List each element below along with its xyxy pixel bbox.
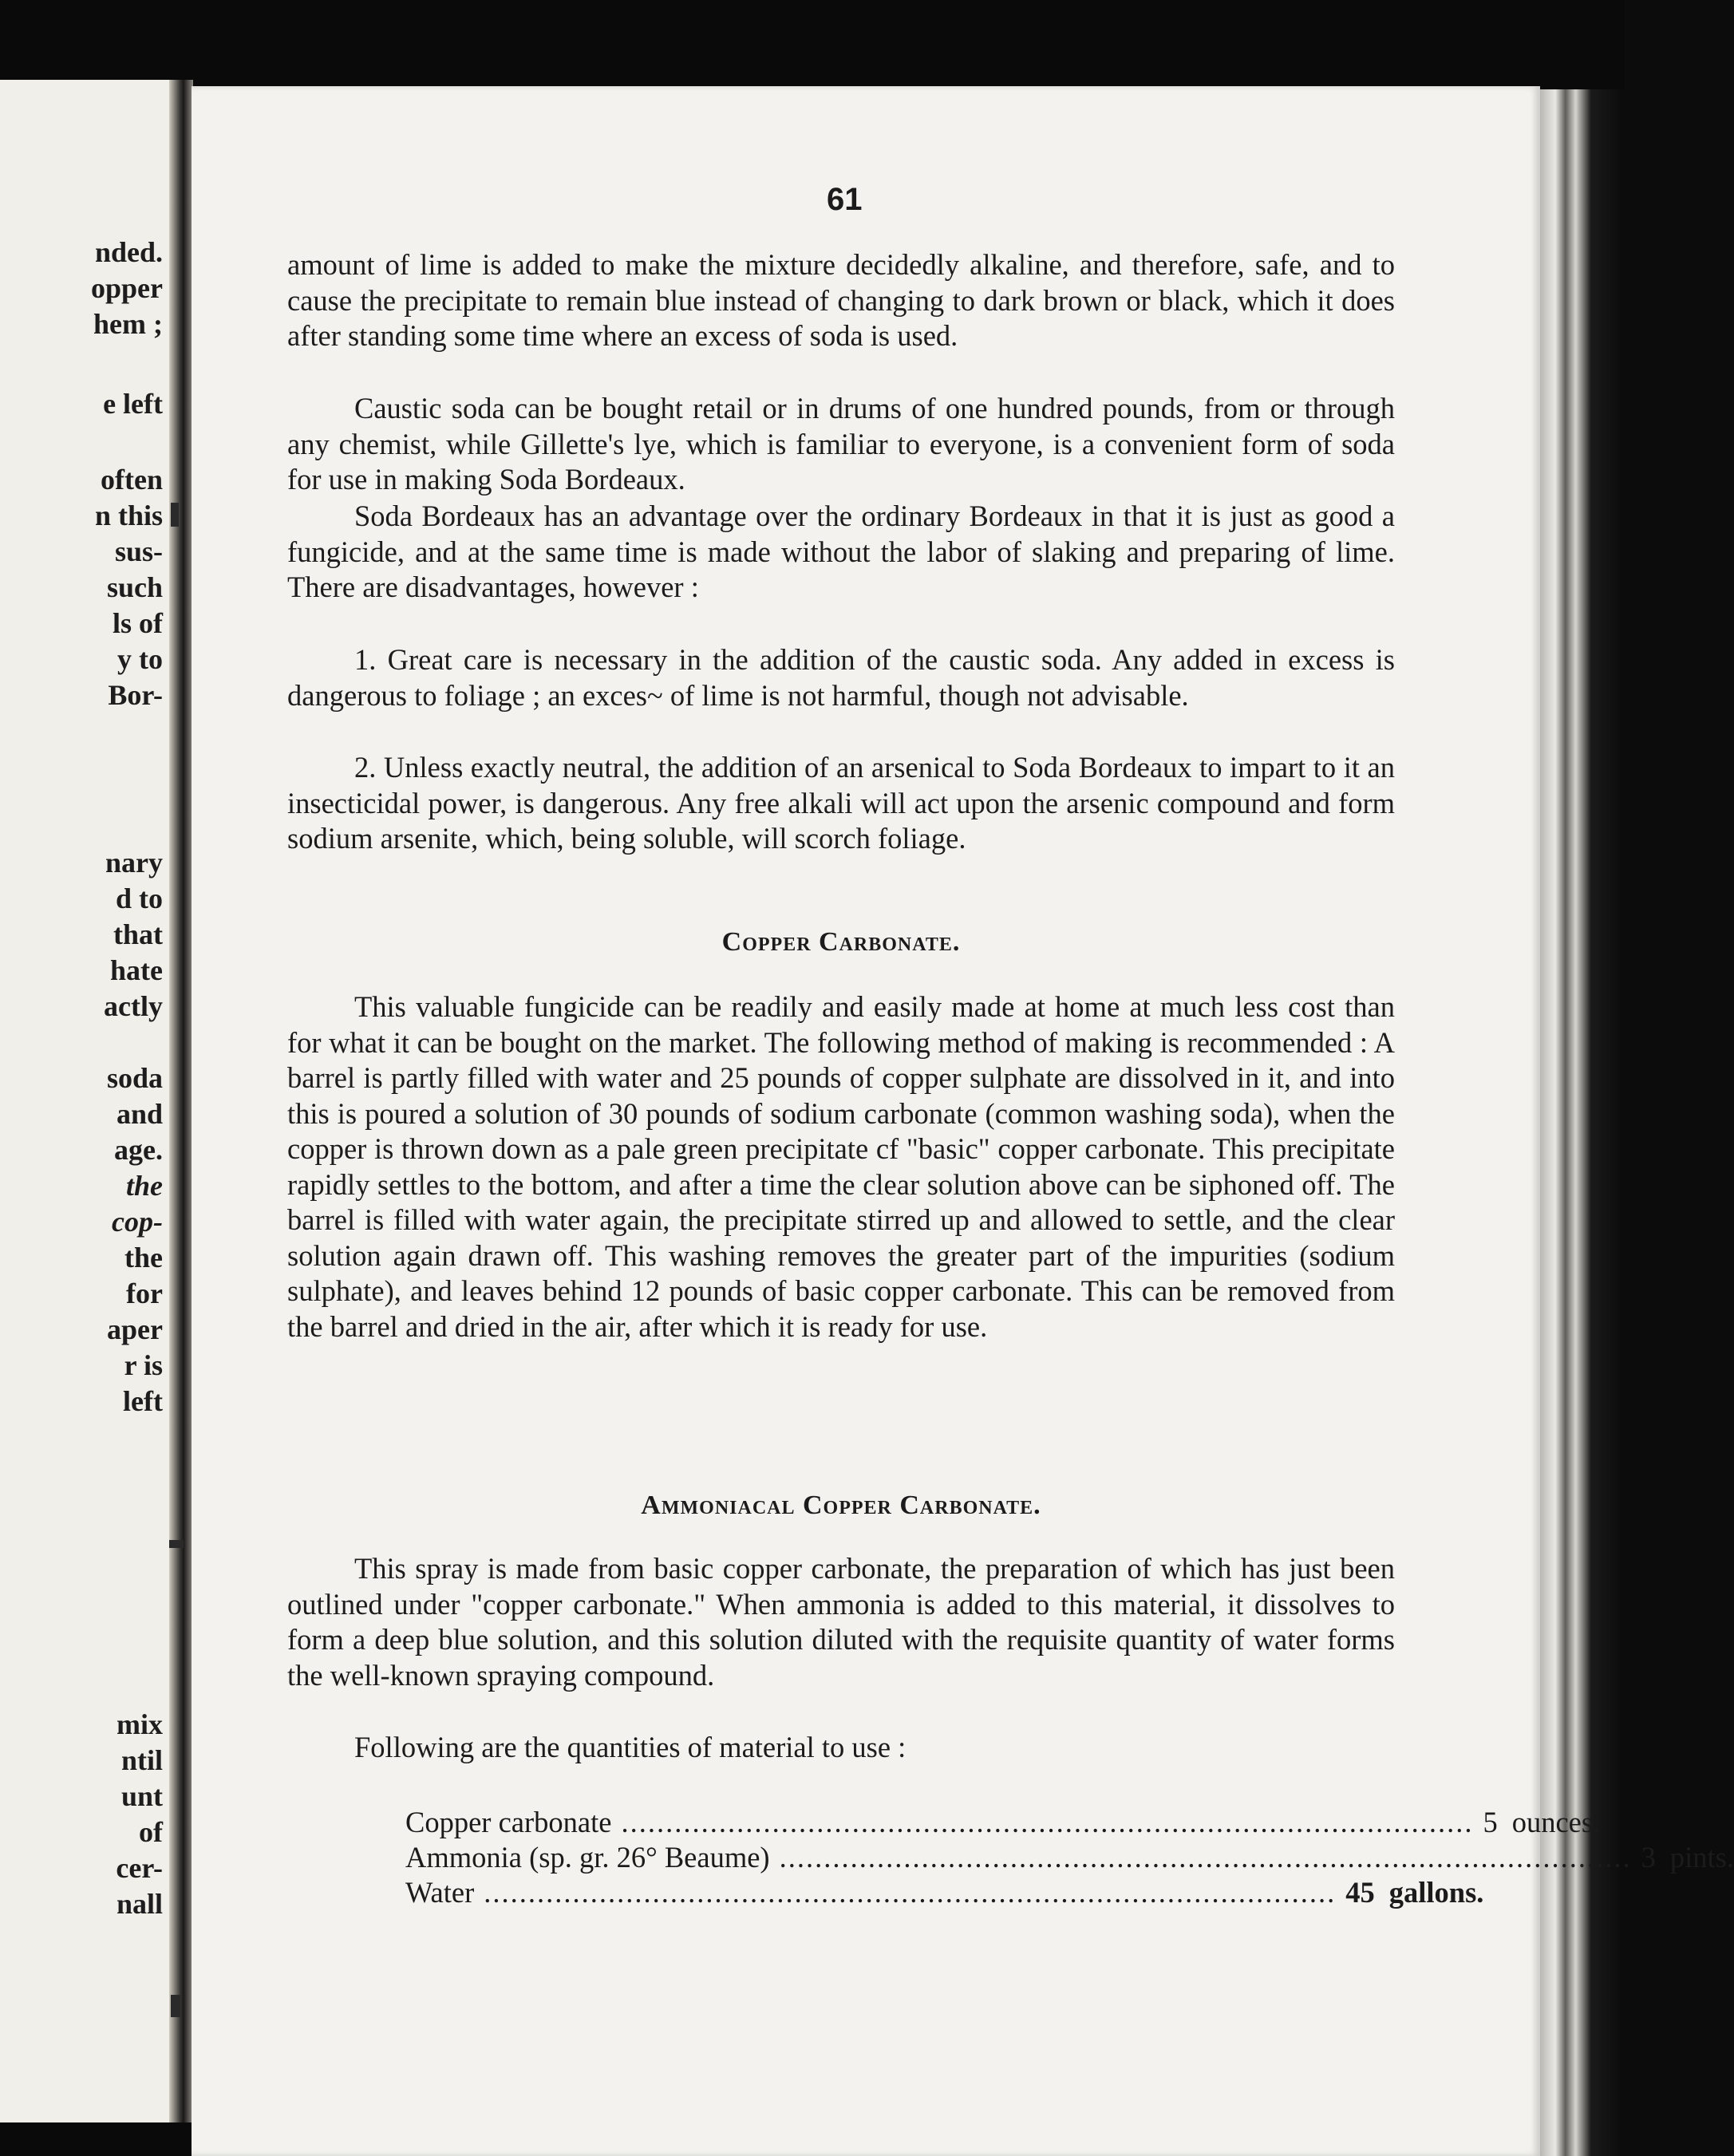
paragraph-point-1 xyxy=(287,642,1395,713)
paragraph-point-2 xyxy=(287,750,1395,857)
paragraph-lime-alkaline xyxy=(287,247,1395,354)
paragraph-text: 1. Great care is necessary in the addition of the caustic soda. Any added in excess is dangerous to foliage ; an exces~ of lime is not harmful, though not advisable. xyxy=(287,643,1395,712)
left-page-word-fragment: for xyxy=(126,1277,163,1309)
ingredient-name: Water xyxy=(405,1876,475,1909)
scan-top-border xyxy=(0,0,1625,89)
paragraph-copper-carbonate xyxy=(287,989,1395,1345)
left-page-word-fragment: nall xyxy=(116,1888,163,1920)
gutter-mark xyxy=(171,1995,180,2017)
left-page-word-fragment: mix xyxy=(117,1708,163,1740)
paragraph-text: This valuable fungicide can be readily and easily made at home at much less cost than for what it can be bought on the market. The following method of making is recommended : A barrel is partly filled with water and 25 pounds of copper sulphate are dissolved in it, and into this is poured a solution of 30 pounds of sodium carbonate (common washing soda), when the copper is thrown down as a pale green precipitate cf "basic" copper carbonate. This precipitate rapidly settles to the bottom, and after a time the clear solution above can be siphoned off. The barrel is filled with water again, the precipitate stirred up and allowed to settle, and the clear solution again drawn off. This washing removes the greater part of the impurities (sodium sulphate), and leaves behind 12 pounds of basic copper carbonate. This can be removed from the barrel and dried in the air, after which it is ready for use. xyxy=(287,990,1395,1343)
left-page-fragment xyxy=(0,80,174,2122)
paragraph-ammoniacal-2 xyxy=(287,1730,1395,1766)
left-page-word-fragment: d to xyxy=(115,883,163,914)
left-page-word-fragment: nary xyxy=(105,847,163,879)
heading-copper-carbonate: Copper Carbonate. xyxy=(721,927,961,957)
left-page-word-fragment: the xyxy=(125,1170,163,1202)
left-page-word-fragment: often xyxy=(101,464,163,496)
left-page-word-fragment: ls of xyxy=(113,607,163,639)
left-page-word-fragment: n this xyxy=(94,500,163,531)
paragraph-text: amount of lime is added to make the mixture decidedly alkaline, and therefore, safe, and to cause the precipitate to remain blue instead of changing to dark brown or black, which it does after standing some time where an excess of soda is used. xyxy=(287,248,1395,352)
paragraph-ammoniacal-1 xyxy=(287,1551,1395,1693)
gutter-mark xyxy=(169,1540,184,1548)
left-page-word-fragment: unt xyxy=(120,1780,163,1812)
left-page-word-fragment: of xyxy=(139,1816,163,1848)
scan-bottom-border xyxy=(0,2122,192,2156)
left-page-word-fragment: ntil xyxy=(120,1744,163,1776)
heading-ammoniacal-copper-carbonate: Ammoniacal Copper Carbonate. xyxy=(641,1491,1041,1520)
left-page-word-fragment: hate xyxy=(110,954,163,986)
left-page-word-fragment: e left xyxy=(103,388,163,420)
book-gutter xyxy=(169,80,193,2122)
ingredient-amount: 5 xyxy=(1483,1806,1498,1838)
paragraph-text: 2. Unless exactly neutral, the addition of an arsenical to Soda Bordeaux to impart to it an insecticidal power, is dangerous. Any free alkali will act upon the arsenic compound and form sodium arsenite, which, being soluble, will scorch foliage. xyxy=(287,751,1395,855)
dot-leader: ................................................................................................ xyxy=(779,1841,1632,1874)
left-page-word-fragment: age. xyxy=(114,1134,163,1166)
page-number: 61 xyxy=(827,182,863,217)
ingredient-unit: ounces. xyxy=(1511,1806,1601,1838)
left-page-word-fragment: that xyxy=(113,918,163,950)
paragraph-text: Caustic soda can be bought retail or in drums of one hundred pounds, from or through any chemist, while Gillette's lye, which is familiar to everyone, is a convenient form of soda for use in making Soda Bordeaux. xyxy=(287,392,1395,496)
ingredient-amount: 45 xyxy=(1345,1876,1375,1909)
left-page-word-fragment: y to xyxy=(117,643,163,675)
left-page-word-fragment: aper xyxy=(107,1313,163,1345)
left-page-word-fragment: such xyxy=(106,571,163,603)
left-page-word-fragment: nded. xyxy=(94,236,163,268)
ingredient-unit: gallons. xyxy=(1388,1876,1484,1909)
paragraph-text: Soda Bordeaux has an advantage over the ordinary Bordeaux in that it is just as good a fungicide, and at the same time is made without the labor of slaking and preparing of lime. There are disadvantages, however : xyxy=(287,500,1395,603)
recipe-row xyxy=(405,1875,1484,1910)
left-page-word-fragment: left xyxy=(123,1385,163,1417)
recipe-table xyxy=(405,1805,1734,1910)
paragraph-soda-bordeaux xyxy=(287,499,1395,606)
left-page-word-fragment: hem ; xyxy=(93,308,163,340)
left-page-word-fragment: r is xyxy=(124,1349,163,1381)
left-page-word-fragment: opper xyxy=(91,272,163,304)
recipe-row xyxy=(405,1805,1601,1840)
ingredient-name: Copper carbonate xyxy=(405,1806,612,1838)
ingredient-unit: pints. xyxy=(1669,1841,1734,1874)
left-page-word-fragment: sus- xyxy=(114,535,163,567)
paragraph-caustic-soda xyxy=(287,391,1395,498)
left-page-word-fragment: the xyxy=(124,1242,163,1273)
paragraph-text: Following are the quantities of material to use : xyxy=(354,1731,906,1763)
recipe-row xyxy=(405,1840,1734,1875)
gutter-mark xyxy=(171,503,179,527)
ingredient-name: Ammonia (sp. gr. 26° Beaume) xyxy=(405,1841,770,1874)
dot-leader: ................................................................................................ xyxy=(484,1876,1337,1909)
ingredient-amount: 3 xyxy=(1641,1841,1656,1874)
left-page-word-fragment: cer- xyxy=(116,1852,163,1884)
left-page-word-fragment: soda xyxy=(106,1062,163,1094)
left-page-word-fragment: and xyxy=(116,1098,163,1130)
left-page-word-fragment: Bor- xyxy=(108,679,163,711)
dot-leader: ................................................................................................ xyxy=(621,1806,1474,1838)
left-page-word-fragment: cop- xyxy=(112,1206,163,1238)
left-page-word-fragment: actly xyxy=(104,990,163,1022)
paragraph-text: This spray is made from basic copper carbonate, the preparation of which has just been outlined under "copper carbonate." When ammonia is added to this material, it dissolves to form a deep blue solution, and this solution diluted with the requisite quantity of water forms the well-known spraying compound. xyxy=(287,1552,1395,1692)
